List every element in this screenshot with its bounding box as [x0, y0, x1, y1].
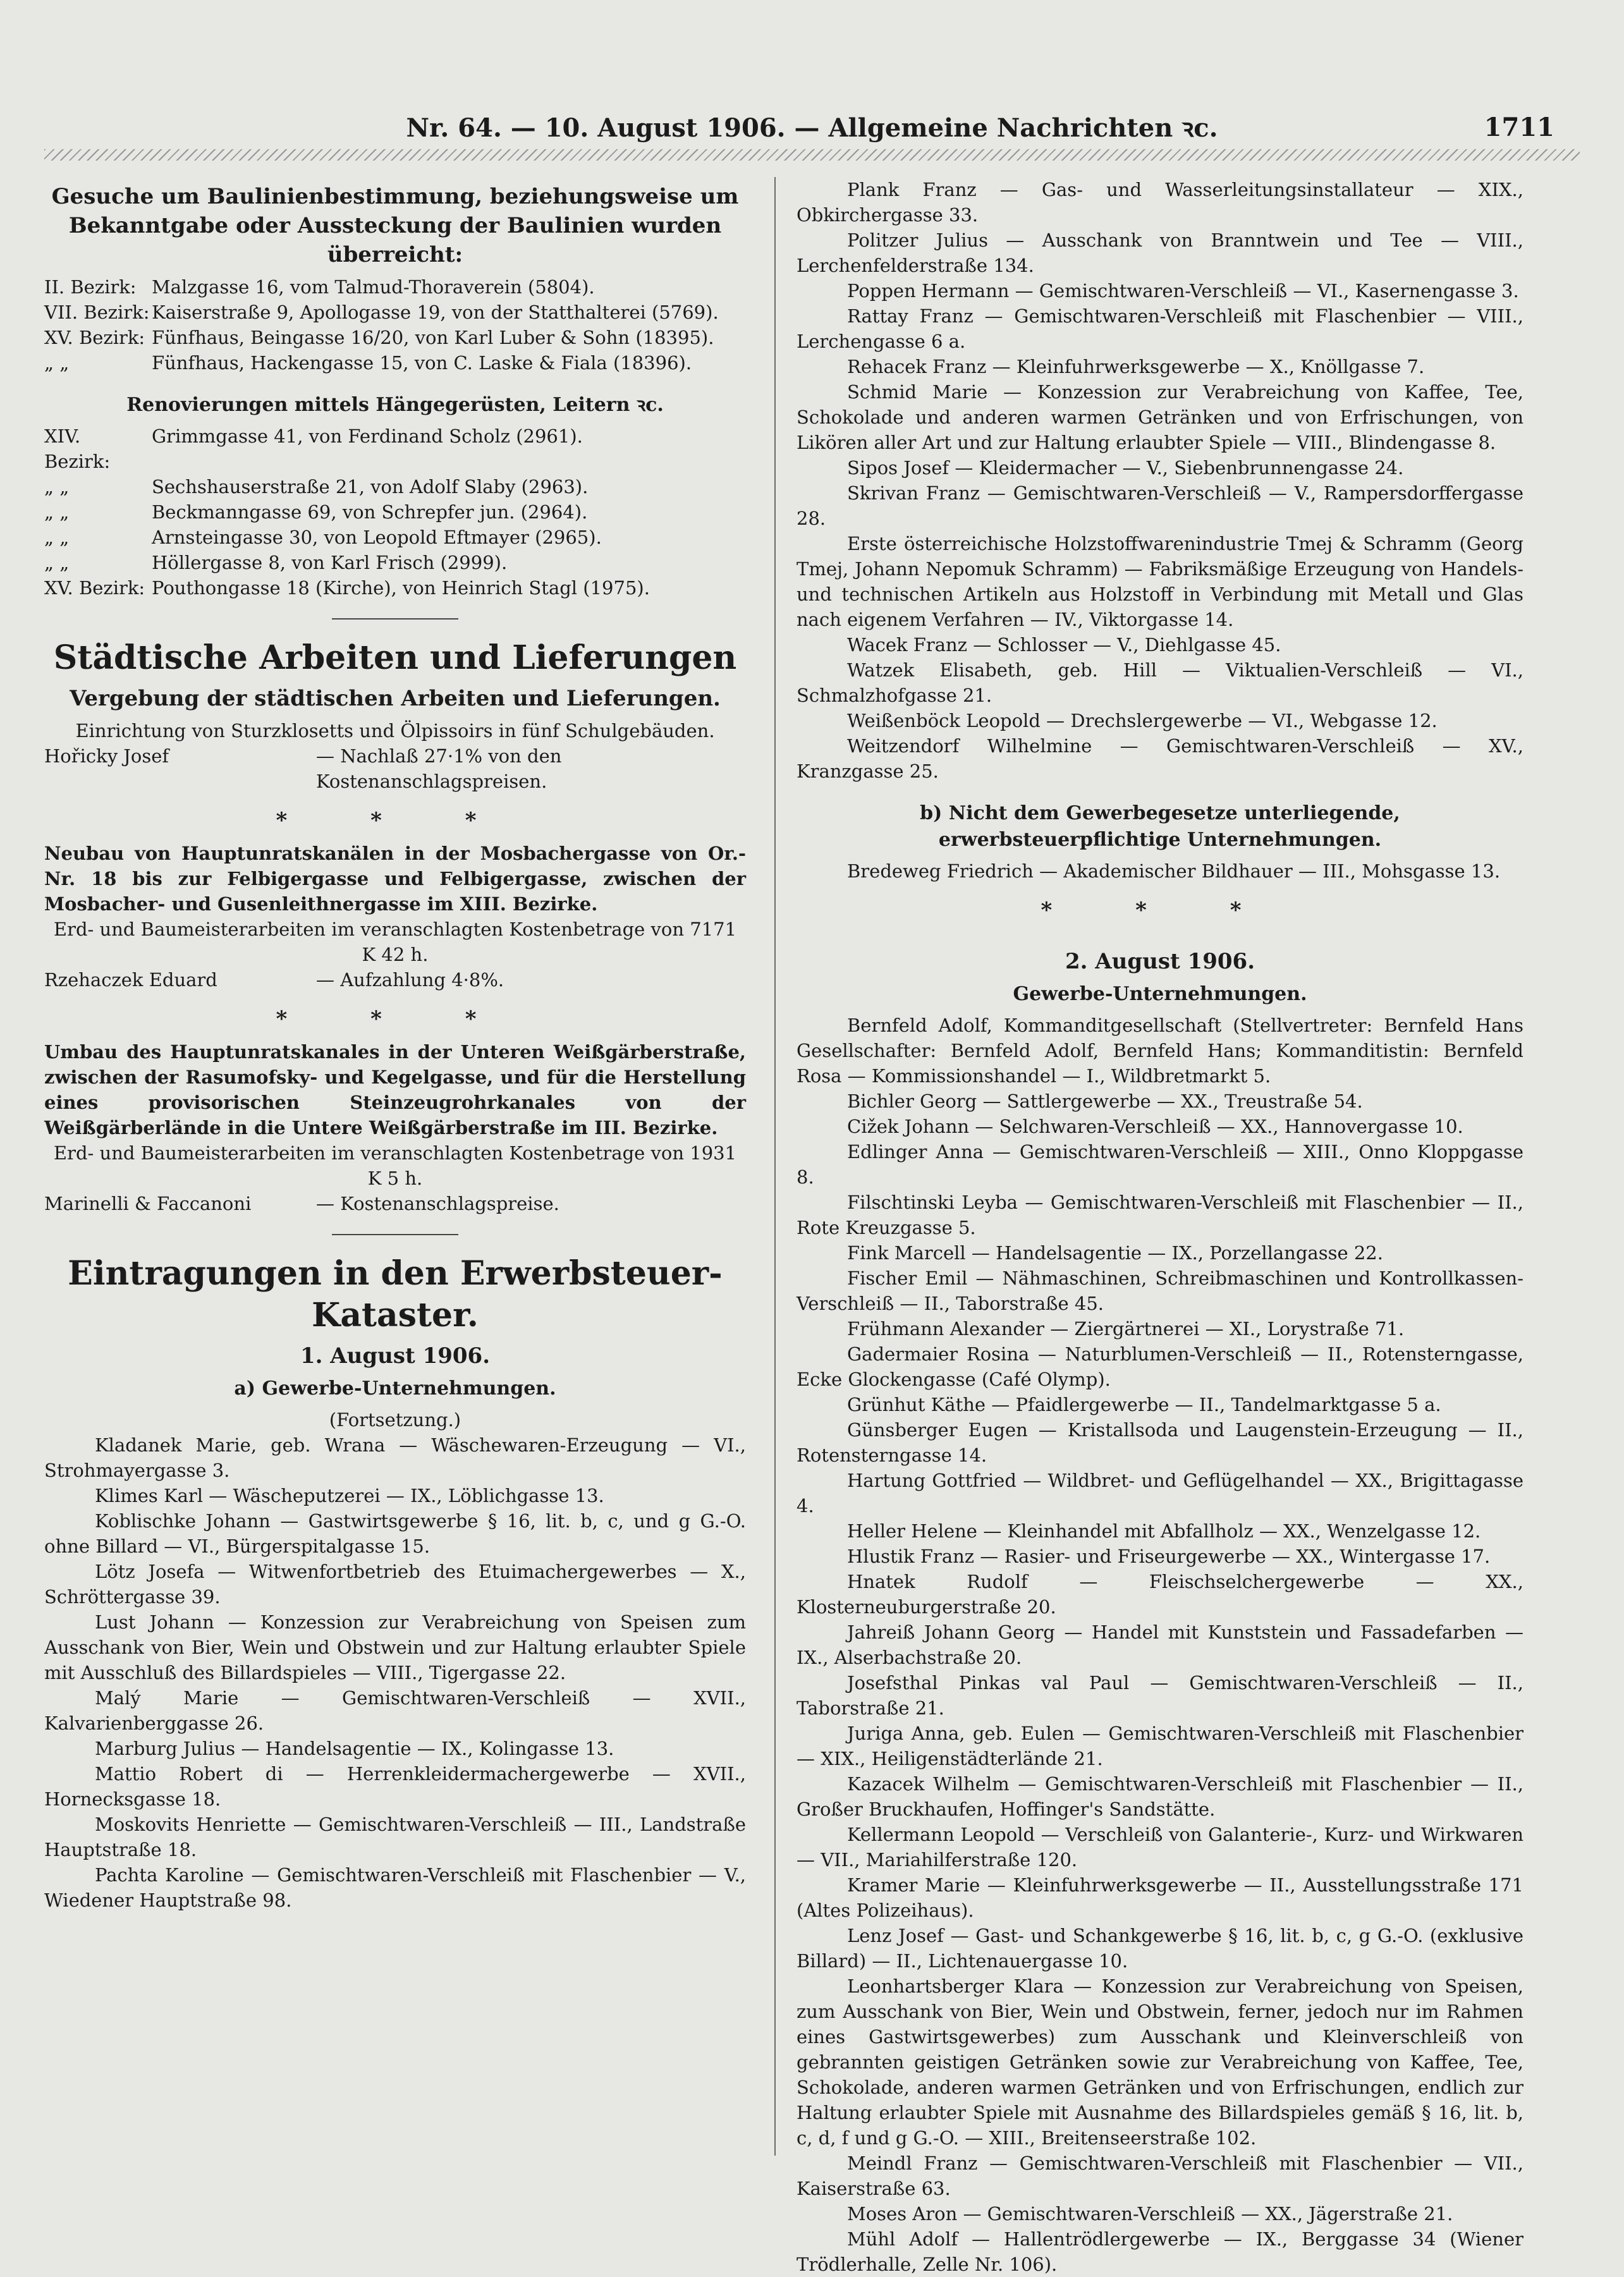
nicht-gewerbe-subheading: b) Nicht dem Gewerbegesetze unterliegende, erwerbsteuerpflichtige Unternehmungen. — [920, 802, 1400, 851]
erwerbsteuer-list-right — [797, 177, 1523, 784]
column-divider — [774, 177, 776, 2156]
list-item: Lötz Josefa — Witwenfortbetrieb des Etuimachergewerbes — X., Schröttergasse 39. — [44, 1561, 746, 1608]
list-item: Hlustik Franz — Rasier- und Friseurgewerbe — XX., Wintergasse 17. — [847, 1546, 1491, 1567]
list-item: XV. Bezirk: Pouthongasse 18 (Kirche), von Heinrich Stagl (1975). — [44, 577, 650, 599]
list-item: Weißenböck Leopold — Drechslergewerbe — VI., Webgasse 12. — [847, 710, 1438, 731]
list-item: „ „ Höllergasse 8, von Karl Frisch (2999). — [44, 552, 508, 573]
list-item: Koblischke Johann — Gastwirtsgewerbe § 16, lit. b, c, und g G.-O. ohne Billard — VI., Bürgerspitalgasse 15. — [44, 1510, 746, 1557]
list-item: Juriga Anna, geb. Eulen — Gemischtwaren-Verschleiß mit Flaschenbier — XIX., Heiligenstädterlände 21. — [797, 1723, 1523, 1769]
list-item: Weitzendorf Wilhelmine — Gemischtwaren-Verschleiß — XV., Kranzgasse 25. — [797, 735, 1523, 782]
item2-desc: Erd- und Baumeisterarbeiten im veranschlagten Kostenbetrage von 7171 K 42 h. — [53, 919, 737, 965]
list-item: Rattay Franz — Gemischtwaren-Verschleiß mit Flaschenbier — VIII., Lerchengasse 6 a. — [797, 305, 1523, 352]
list-item: Jahreiß Johann Georg — Handel mit Kunststein und Fassadefarben — IX., Alserbachstraße 20. — [797, 1621, 1523, 1668]
list-item: Hartung Gottfried — Wildbret- und Geflügelhandel — XX., Brigittagasse 4. — [797, 1470, 1523, 1517]
item3-desc: Erd- und Baumeisterarbeiten im veranschlagten Kostenbetrage von 1931 K 5 h. — [53, 1142, 737, 1189]
list-item: Frühmann Alexander — Ziergärtnerei — XI., Lorystraße 71. — [847, 1318, 1405, 1340]
list-item: Lenz Josef — Gast- und Schankgewerbe § 16, lit. b, c, g G.-O. (exklusive Billard) — II., Lichtenauergasse 10. — [797, 1925, 1523, 1972]
list-item: „ „ Fünfhaus, Hackengasse 15, von C. Laske & Fiala (18396). — [44, 352, 692, 374]
list-item: Lust Johann — Konzession zur Verabreichung von Speisen zum Ausschank von Bier, Wein und Obstwein und zur Haltung erlaubter Spiele mit Ausschluß des Billardspieles — VIII., Tigergasse 22. — [44, 1611, 746, 1683]
list-item: Kellermann Leopold — Verschleiß von Galanterie-, Kurz- und Wirkwaren — VII., Mariahilferstraße 120. — [797, 1824, 1523, 1871]
list-item: Skrivan Franz — Gemischtwaren-Verschleiß — V., Rampersdorffergasse 28. — [797, 482, 1523, 529]
list-item: Fink Marcell — Handelsagentie — IX., Porzellangasse 22. — [847, 1242, 1383, 1264]
list-item: Plank Franz — Gas- und Wasserleitungsinstallateur — XIX., Obkirchergasse 33. — [797, 179, 1523, 226]
list-item: Watzek Elisabeth, geb. Hill — Viktualien-Verschleiß — VI., Schmalzhofgasse 21. — [797, 659, 1523, 706]
list-item: Pachta Karoline — Gemischtwaren-Verschleiß mit Flaschenbier — V., Wiedener Hauptstraße 98. — [44, 1864, 746, 1911]
list-item: Heller Helene — Kleinhandel mit Abfallholz — XX., Wenzelgasse 12. — [847, 1520, 1481, 1542]
list-item: Hnatek Rudolf — Fleischselchergewerbe — XX., Klosterneuburgerstraße 20. — [797, 1571, 1523, 1618]
list-item: Filschtinski Leyba — Gemischtwaren-Verschleiß mit Flaschenbier — II., Rote Kreuzgasse 5. — [797, 1192, 1523, 1238]
list-item: Erste österreichische Holzstoffwarenindustrie Tmej & Schramm (Georg Tmej, Johann Nepomuk Schramm) — Fabriksmäßige Erzeugung von Handels- und technischen Artikeln aus Holzstoff in Verbindung mit Metall und Glas nach eigenem Verfahren — IV., Viktorgasse 14. — [797, 533, 1523, 630]
list-item: Josefsthal Pinkas val Paul — Gemischtwaren-Verschleiß — II., Taborstraße 21. — [797, 1672, 1523, 1719]
list-item: Mühl Adolf — Hallentrödlergewerbe — IX., Berggasse 34 (Wiener Trödlerhalle, Zelle Nr. 106). — [797, 2228, 1523, 2275]
list-item: Marburg Julius — Handelsagentie — IX., Kolingasse 13. — [95, 1738, 614, 1759]
list-item: Politzer Julius — Ausschank von Branntwein und Tee — VIII., Lerchenfelderstraße 134. — [797, 229, 1523, 276]
erwerbsteuer-heading: Eintragungen in den Erwerbsteuer-Kataster. — [68, 1254, 723, 1334]
stars-divider: * * * — [276, 808, 515, 833]
page-number: 1711 — [1484, 113, 1554, 142]
gewerbe-subheading-2: Gewerbe-Unternehmungen. — [1013, 983, 1307, 1005]
item1-title: Einrichtung von Sturzklosetts und Ölpissoirs in fünf Schulgebäuden. — [75, 720, 715, 742]
list-item: Günsberger Eugen — Kristallsoda und Laugenstein-Erzeugung — II., Rotensterngasse 14. — [797, 1419, 1523, 1466]
renovierungen-heading: Renovierungen mittels Hängegerüsten, Leitern ꝛc. — [126, 394, 664, 416]
list-item: Rehacek Franz — Kleinfuhrwerksgewerbe — X., Knöllgasse 7. — [847, 356, 1425, 377]
section-divider — [332, 1234, 458, 1235]
list-item: Schmid Marie — Konzession zur Verabreichung von Kaffee, Tee, Schokolade und anderen warmen Getränken und von Erfrischungen, von Likören aller Art und zur Haltung erlaubter Spiele — VIII., Blindengasse 8. — [797, 381, 1523, 453]
item2-title: Neubau von Hauptunratskanälen in der Mosbachergasse von Or.-Nr. 18 bis zur Felbigergasse und Felbigergasse, zwischen der Mosbacher- und Gusenleithnergasse im XIII. Bezirke. — [44, 843, 746, 915]
list-item: „ „ Beckmanngasse 69, von Schrepfer jun. (2964). — [44, 501, 588, 523]
item3-title: Umbau des Hauptunratskanales in der Unteren Weißgärberstraße, zwischen der Rasumofsky- und Kegelgasse, und für die Herstellung eines provisorischen Steinzeugrohrkanales von der Weißgärberlände in die Untere Weißgärberstraße im III. Bezirke. — [44, 1041, 746, 1138]
header-wavy-rule — [44, 149, 1580, 161]
list-item: II. Bezirk: Malzgasse 16, vom Talmud-Thoraverein (5804). — [44, 276, 595, 298]
list-item: Kramer Marie — Kleinfuhrwerksgewerbe — II., Ausstellungsstraße 171 (Altes Polizeihaus). — [797, 1874, 1523, 1921]
erwerbsteuer-list-left — [44, 1432, 746, 1913]
list-item: VII. Bezirk: Kaiserstraße 9, Apollogasse 19, von der Statthalterei (5769). — [44, 302, 719, 323]
baulinien-heading: Gesuche um Baulinienbestimmung, beziehungsweise um Bekanntgabe oder Aussteckung der Baulinien wurden überreicht: — [51, 184, 739, 267]
left-column — [44, 177, 746, 1913]
list-item: Malý Marie — Gemischtwaren-Verschleiß — XVII., Kalvarienberggasse 26. — [44, 1687, 746, 1734]
erwerbsteuer-list-2 — [797, 1013, 1523, 2277]
list-item: Kladanek Marie, geb. Wrana — Wäschewaren-Erzeugung — VI., Strohmayergasse 3. — [44, 1434, 746, 1481]
list-item: Sipos Josef — Kleidermacher — V., Siebenbrunnengasse 24. — [847, 457, 1404, 479]
item3-award: Marinelli & Faccanoni — Kostenanschlagspreise. — [44, 1193, 559, 1214]
list-item: Gadermaier Rosina — Naturblumen-Verschleiß — II., Rotensterngasse, Ecke Glockengasse (Café Olymp). — [797, 1343, 1523, 1390]
renovierungen-list — [44, 424, 746, 601]
gewerbe-subheading: a) Gewerbe-Unternehmungen. — [234, 1377, 556, 1400]
date-heading-2: 2. August 1906. — [1065, 949, 1255, 974]
list-item: Grünhut Käthe — Pfaidlergewerbe — II., Tandelmarktgasse 5 a. — [847, 1394, 1441, 1415]
continuation-note: (Fortsetzung.) — [329, 1409, 461, 1431]
baulinien-list — [44, 274, 746, 375]
header-title: Nr. 64. — 10. August 1906. — Allgemeine Nachrichten ꝛc. — [406, 113, 1218, 143]
list-item: Fischer Emil — Nähmaschinen, Schreibmaschinen und Kontrollkassen-Verschleiß — II., Taborstraße 45. — [797, 1267, 1523, 1314]
list-item: Klimes Karl — Wäscheputzerei — IX., Löblichgasse 13. — [95, 1485, 604, 1506]
stars-divider: * * * — [1041, 898, 1279, 923]
list-item: Bernfeld Adolf, Kommanditgesellschaft (Stellvertreter: Bernfeld Hans Gesellschafter: Bernfeld Adolf, Bernfeld Hans; Kommanditistin: Bernfeld Rosa — Kommissionshandel — I., Wildbretmarkt 5. — [797, 1015, 1523, 1087]
list-item: Cižek Johann — Selchwaren-Verschleiß — XX., Hannovergasse 10. — [847, 1116, 1463, 1137]
list-item: Meindl Franz — Gemischtwaren-Verschleiß mit Flaschenbier — VII., Kaiserstraße 63. — [797, 2152, 1523, 2199]
item2-award: Rzehaczek Eduard — Aufzahlung 4·8%. — [44, 969, 504, 991]
vergebung-subheading: Vergebung der städtischen Arbeiten und Lieferungen. — [70, 686, 721, 711]
list-item: Kazacek Wilhelm — Gemischtwaren-Verschleiß mit Flaschenbier — II., Großer Bruckhaufen, Hoffinger's Sandstätte. — [797, 1773, 1523, 1820]
item1-award: Hořicky Josef — Nachlaß 27·1% von den Kostenanschlagspreisen. — [44, 745, 562, 792]
section-divider — [332, 618, 458, 620]
list-item: XV. Bezirk: Fünfhaus, Beingasse 16/20, von Karl Luber & Sohn (18395). — [44, 327, 714, 348]
date-heading: 1. August 1906. — [300, 1343, 491, 1369]
list-item: Leonhartsberger Klara — Konzession zur Verabreichung von Speisen, zum Ausschank von Bier, Wein und Obstwein, ferner, jedoch nur im Rahmen eines Gastwirtsgewerbes) zum Ausschank und Kleinverschleiß von gebrannten geistigen Getränken sowie zur Verabreichung von Kaffee, Tee, Schokolade, anderen warmen Getränken und von Erfrischungen, endlich zur Haltung erlaubter Spiele mit Ausnahme des Billardspieles gemäß § 16, lit. b, c, d, f und g G.-O. — XIII., Breitenseerstraße 102. — [797, 1975, 1523, 2149]
list-item: Wacek Franz — Schlosser — V., Diehlgasse 45. — [847, 634, 1281, 656]
list-item: Bredeweg Friedrich — Akademischer Bildhauer — III., Mohsgasse 13. — [847, 860, 1501, 882]
stars-divider: * * * — [276, 1006, 515, 1032]
list-item: „ „ Sechshauserstraße 21, von Adolf Slaby (2963). — [44, 476, 589, 498]
list-item: Moskovits Henriette — Gemischtwaren-Verschleiß — III., Landstraße Hauptstraße 18. — [44, 1814, 746, 1860]
page-header — [44, 101, 1580, 152]
list-item: Bichler Georg — Sattlergewerbe — XX., Treustraße 54. — [847, 1090, 1363, 1112]
list-item: Mattio Robert di — Herrenkleidermachergewerbe — XVII., Hornecksgasse 18. — [44, 1763, 746, 1810]
right-column — [797, 177, 1523, 2277]
list-item: „ „ Arnsteingasse 30, von Leopold Eftmayer (2965). — [44, 527, 602, 548]
list-item: Moses Aron — Gemischtwaren-Verschleiß — XX., Jägerstraße 21. — [847, 2203, 1453, 2225]
list-item: Poppen Hermann — Gemischtwaren-Verschleiß — VI., Kasernengasse 3. — [847, 280, 1519, 302]
list-item: XIV. Bezirk: Grimmgasse 41, von Ferdinand Scholz (2961). — [44, 425, 583, 472]
list-item: Edlinger Anna — Gemischtwaren-Verschleiß — XIII., Onno Kloppgasse 8. — [797, 1141, 1523, 1188]
staedtische-arbeiten-heading: Städtische Arbeiten und Lieferungen — [53, 638, 737, 677]
